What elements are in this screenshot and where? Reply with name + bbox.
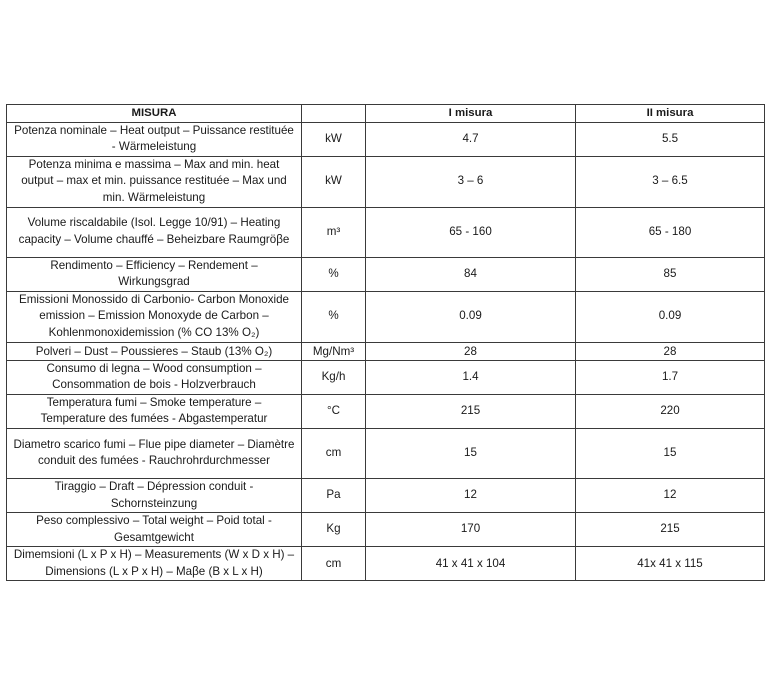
row-second-value: 12 [576,478,765,512]
row-first-value: 41 x 41 x 104 [366,547,576,581]
table-row-min-max-output [7,156,765,207]
header-second-measure: II misura [576,105,765,123]
row-label: Dimemsioni (L x P x H) – Measurements (W x D x H) – Dimensions (L x P x H) – Maβe (B x L x H) [7,547,302,581]
row-unit: cm [302,428,366,478]
row-unit: Kg [302,513,366,547]
row-second-value: 5.5 [576,122,765,156]
row-label: Consumo di legna – Wood consumption – Consommation de bois - Holzverbrauch [7,360,302,394]
row-first-value: 12 [366,478,576,512]
row-unit: Kg/h [302,360,366,394]
table-row-heat-output [7,122,765,156]
row-unit: kW [302,122,366,156]
row-first-value: 4.7 [366,122,576,156]
table-row-flue-pipe-diameter [7,428,765,478]
specifications-table [6,104,765,581]
table-row-measurements [7,547,765,581]
row-unit: Pa [302,478,366,512]
row-second-value: 28 [576,342,765,360]
table-row-draft [7,478,765,512]
header-row [7,105,765,123]
table-row-smoke-temperature [7,394,765,428]
row-label: Diametro scarico fumi – Flue pipe diameter – Diamètre conduit des fumées - Rauchrohrdurchmesser [7,428,302,478]
row-label: Polveri – Dust – Poussieres – Staub (13% O₂) [7,342,302,360]
table-row-efficiency [7,257,765,291]
row-first-value: 1.4 [366,360,576,394]
row-first-value: 215 [366,394,576,428]
row-first-value: 28 [366,342,576,360]
row-second-value: 65 - 180 [576,207,765,257]
table-row-wood-consumption [7,360,765,394]
row-first-value: 0.09 [366,291,576,342]
row-second-value: 41x 41 x 115 [576,547,765,581]
row-second-value: 220 [576,394,765,428]
row-second-value: 215 [576,513,765,547]
row-unit: Mg/Nm³ [302,342,366,360]
row-unit: kW [302,156,366,207]
row-unit: °C [302,394,366,428]
row-first-value: 15 [366,428,576,478]
row-first-value: 84 [366,257,576,291]
table-row-heating-capacity [7,207,765,257]
row-label: Tiraggio – Draft – Dépression conduit - Schornsteinzung [7,478,302,512]
row-unit: m³ [302,207,366,257]
row-unit: cm [302,547,366,581]
row-second-value: 15 [576,428,765,478]
header-unit [302,105,366,123]
row-label: Volume riscaldabile (Isol. Legge 10/91) – Heating capacity – Volume chauffé – Beheizbare Raumgröβe [7,207,302,257]
row-second-value: 0.09 [576,291,765,342]
table-row-dust [7,342,765,360]
row-unit: % [302,291,366,342]
row-first-value: 3 – 6 [366,156,576,207]
table-row-total-weight [7,513,765,547]
row-label: Peso complessivo – Total weight – Poid total - Gesamtgewicht [7,513,302,547]
table-row-co-emission [7,291,765,342]
header-first-measure: I misura [366,105,576,123]
row-label: Potenza minima e massima – Max and min. heat output – max et min. puissance restituée – Max und min. Wärmeleistung [7,156,302,207]
row-second-value: 3 – 6.5 [576,156,765,207]
row-label: Emissioni Monossido di Carbonio- Carbon Monoxide emission – Emission Monoxyde de Carbon – Kohlenmonoxidemission (% CO 13% O₂) [7,291,302,342]
header-measure: MISURA [7,105,302,123]
row-first-value: 170 [366,513,576,547]
row-unit: % [302,257,366,291]
row-label: Potenza nominale – Heat output – Puissance restituée - Wärmeleistung [7,122,302,156]
row-first-value: 65 - 160 [366,207,576,257]
row-second-value: 85 [576,257,765,291]
row-second-value: 1.7 [576,360,765,394]
row-label: Rendimento – Efficiency – Rendement – Wirkungsgrad [7,257,302,291]
row-label: Temperatura fumi – Smoke temperature – Temperature des fumées - Abgastemperatur [7,394,302,428]
